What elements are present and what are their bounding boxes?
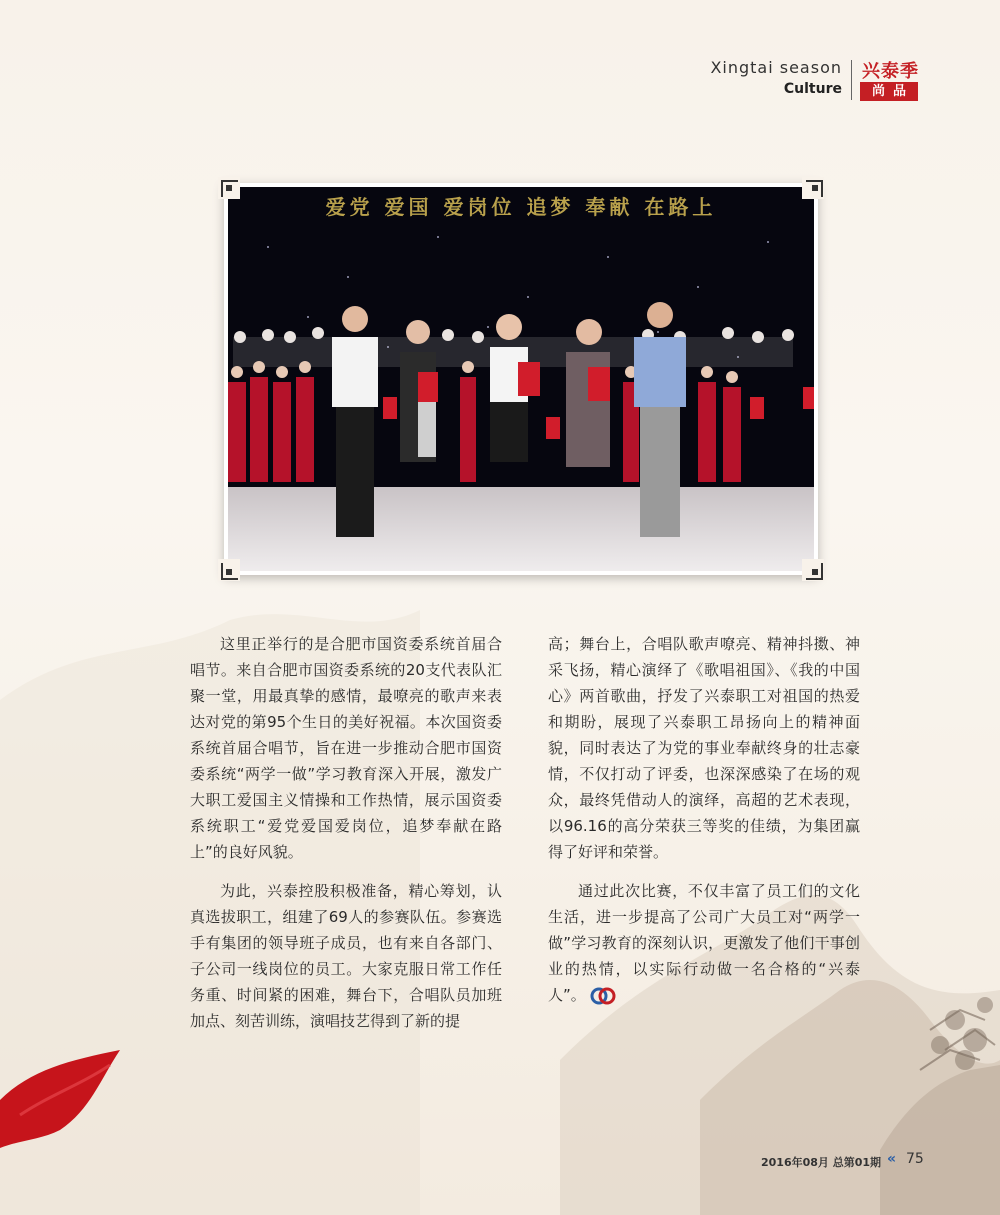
header-divider (851, 60, 852, 100)
article-paragraph-2-continued: 高；舞台上，合唱队歌声嘹亮、精神抖擞、神采飞扬，精心演绎了《歌唱祖国》、《我的中国心》两首歌曲，抒发了兴泰职工对祖国的热爱和期盼，展现了兴泰职工昂扬向上的精神面貌，同时表达了为党的事业奉献终身的壮志豪情，不仅打动了评委，也深深感染了在场的观众，最终凭借动人的演绎，高超的艺术表现，以96.16的高分荣获三等奖的佳绩，为集团赢得了好评和荣誉。 (548, 635, 860, 861)
article-paragraph-2: 为此，兴泰控股积极准备，精心筹划，认真选拔职工，组建了69人的参赛队伍。参赛选手有集团的领导班子成员，也有来自各部门、子公司一线岗位的员工。大家克服日常工作任务重、时间紧的困难，舞台下，合唱队员加班加点、刻苦训练，演唱技艺得到了新的提 (190, 882, 502, 1030)
company-end-mark-icon (590, 987, 616, 1005)
frame-corner-bottom-left (218, 559, 240, 581)
article-right-column (548, 631, 860, 1021)
red-ribbon-decoration (0, 1040, 140, 1160)
magazine-english-title: Xingtai season (710, 58, 842, 77)
frame-corner-bottom-right (802, 559, 824, 581)
article-closing-text: 通过此次比赛，不仅丰富了员工们的文化生活，进一步提高了公司广大员工对“两学一做”学习教育的深刻认识，更激发了他们干事创业的热情，以实际行动做一名合格的“兴泰人”。 (548, 882, 860, 1004)
article-paragraph-3 (548, 878, 860, 1008)
section-tag: 尚品 (860, 82, 918, 101)
frame-corner-top-left (218, 177, 240, 199)
page-arrow-icon: « (887, 1151, 897, 1167)
photo-frame (224, 183, 818, 575)
award-ceremony-photo (228, 187, 814, 571)
stage-scene-illustration (228, 187, 814, 571)
page-number: 75 (906, 1151, 924, 1167)
article-left-column (190, 631, 502, 1047)
issue-info: 2016年08月 总第01期 (761, 1156, 882, 1169)
section-label: Culture (783, 81, 842, 97)
frame-corner-top-right (802, 177, 824, 199)
article-paragraph-1: 这里正举行的是合肥市国资委系统首届合唱节。来自合肥市国资委系统的20支代表队汇聚一堂，用最真挚的感情，最嘹亮的歌声来表达对党的第95个生日的美好祝福。本次国资委系统首届合唱节，旨在进一步推动合肥市国资委系统“两学一做”学习教育深入开展，激发广大职工爱国主义情操和工作热情，展示国资委系统职工“爱党爱国爱岗位，追梦奉献在路上”的良好风貌。 (190, 635, 502, 861)
stage-banner: 爱党 爱国 爱岗位 追梦 奉献 在路上 (325, 195, 717, 219)
brand-logo-text: 兴泰季 (862, 61, 919, 82)
